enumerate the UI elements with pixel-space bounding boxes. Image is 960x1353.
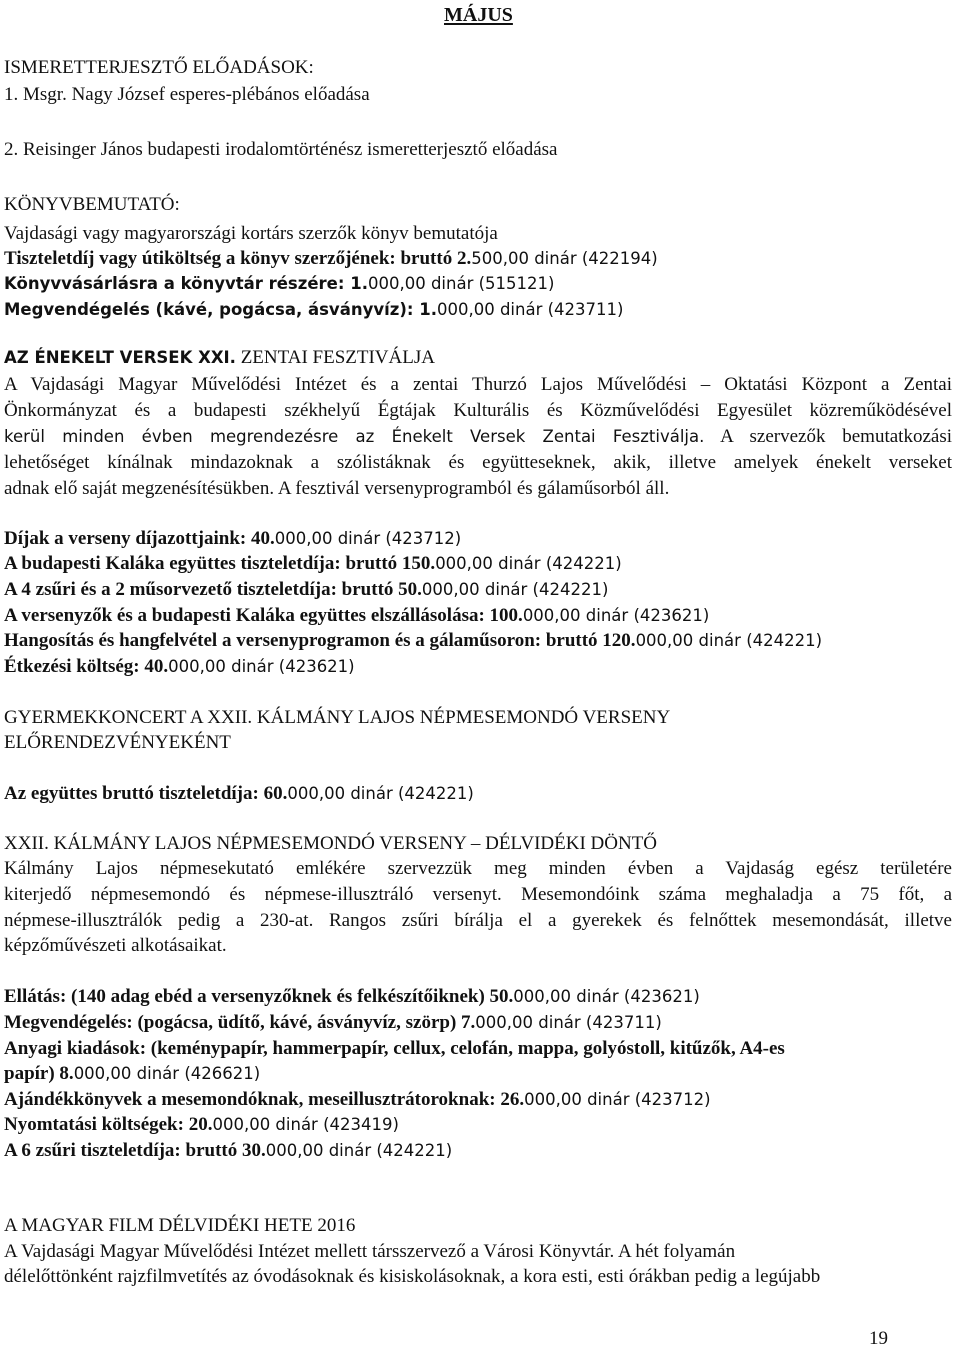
text-run: Nyomtatási költségek: 20. xyxy=(4,1114,213,1135)
text-run: adnak elő saját megzenésítésükben. A fesztivál versenyprogramból és gálaműsorból áll. xyxy=(4,478,670,499)
text-line xyxy=(4,578,608,602)
text-run: Könyvvásárlásra a könyvtár részére: 1. xyxy=(4,274,368,293)
text-line xyxy=(4,985,700,1009)
text-run: AZ ÉNEKELT VERSEK XXI. xyxy=(4,348,236,367)
text-line xyxy=(4,1214,355,1238)
text-line xyxy=(4,222,498,246)
text-run: Tiszteletdíj vagy útiköltség a könyv szerzőjének: bruttó 2. xyxy=(4,248,472,269)
text-run: 000,00 dinár (424221) xyxy=(287,784,474,803)
page-number: 19 xyxy=(869,1328,888,1349)
text-run: képzőművészeti alkotásaikat. xyxy=(4,935,227,956)
text-line xyxy=(4,934,227,958)
text-run: Az együttes bruttó tiszteletdíja: 60. xyxy=(4,783,288,804)
text-line xyxy=(4,83,370,107)
text-run: Önkormányzat és a budapesti székhelyű Égtájak Kulturális és Közművelődési Egyesület közreműködésével xyxy=(4,400,952,421)
text-run: Kálmány Lajos népmesekutató emlékére szervezzük meg minden évben a Vajdaság egész területére xyxy=(4,858,952,879)
text-run: A Vajdasági Magyar Művelődési Intézet mellett társszervező a Városi Könyvtár. A hét folyamán xyxy=(4,1241,736,1262)
text-run: népmese-illusztrálók pedig a 230-at. Rangos zsűri bírálja el a gyerekek és felnőttek mesemondását, illetve xyxy=(4,910,952,931)
text-line xyxy=(4,399,952,423)
text-line xyxy=(4,247,658,271)
text-line xyxy=(4,1240,735,1264)
month-heading: MÁJUS xyxy=(444,4,513,26)
text-line xyxy=(4,193,180,217)
text-run: GYERMEKKONCERT A XXII. KÁLMÁNY LAJOS NÉPMESEMONDÓ VERSENY xyxy=(4,707,671,728)
text-run: Hangosítás és hangfelvétel a versenyprogramon és a gálaműsoron: bruttó 120. xyxy=(4,630,636,651)
text-run: A 4 zsűri és a 2 műsorvezető tiszteletdíja: bruttó 50. xyxy=(4,579,422,600)
text-run: A Vajdasági Magyar Művelődési Intézet és a zentai Thurzó Lajos Művelődési – Oktatási Központ a Zentai xyxy=(4,374,952,395)
text-line xyxy=(4,138,557,162)
text-line xyxy=(4,1062,260,1086)
text-line xyxy=(4,56,314,80)
text-line xyxy=(4,629,822,653)
text-run: A budapesti Kaláka együttes tiszteletdíja: bruttó 150. xyxy=(4,553,436,574)
text-run: papír) 8. xyxy=(4,1063,74,1084)
text-line xyxy=(4,1139,452,1163)
text-line xyxy=(4,1265,820,1289)
text-run: 000,00 dinár (423621) xyxy=(522,606,710,625)
text-line xyxy=(4,1037,785,1061)
text-line xyxy=(4,655,355,679)
text-run: Anyagi kiadások: (keménypapír, hammerpapír, cellux, celofán, mappa, golyóstoll, kitűzők, A4-es xyxy=(4,1038,785,1059)
text-line xyxy=(4,1011,662,1035)
text-run: A 6 zsűri tiszteletdíja: bruttó 30. xyxy=(4,1140,266,1161)
text-run: 000,00 dinár (423621) xyxy=(513,987,700,1006)
text-line xyxy=(4,373,952,397)
text-line xyxy=(4,425,952,449)
text-run: 000,00 dinár (424221) xyxy=(265,1141,453,1160)
text-run: Ellátás: (140 adag ebéd a versenyzőknek és felkészítőiknek) 50. xyxy=(4,986,514,1007)
text-line xyxy=(4,706,670,730)
text-run: Étkezési költség: 40. xyxy=(4,656,169,677)
text-run: Vajdasági vagy magyarországi kortárs szerzők könyv bemutatója xyxy=(4,223,498,244)
text-run: kerül minden évben megrendezésre az Énekelt Versek Zentai Fesztiválja. xyxy=(4,427,705,446)
text-run: 1. Msgr. Nagy József esperes-plébános előadása xyxy=(4,84,370,105)
text-line xyxy=(4,857,952,881)
text-run: KÖNYVBEMUTATÓ: xyxy=(4,194,180,215)
text-run: XXII. KÁLMÁNY LAJOS NÉPMESEMONDÓ VERSENY – DÉLVIDÉKI DÖNTŐ xyxy=(4,833,658,854)
text-run: Megvendégelés (kávé, pogácsa, ásványvíz): 1. xyxy=(4,300,437,319)
text-run: ZENTAI FESZTIVÁLJA xyxy=(235,347,435,368)
text-run: 000,00 dinár (424221) xyxy=(635,631,823,650)
text-run: 2. Reisinger János budapesti irodalomtörténész ismeretterjesztő előadása xyxy=(4,139,558,160)
text-run: 500,00 dinár (422194) xyxy=(471,249,658,268)
text-line xyxy=(4,832,657,856)
text-run: kiterjedő népmesemondó és népmese-illusztráló versenyt. Mesemondóink száma meghaladja a 75 főt, a xyxy=(4,884,952,905)
text-run: 000,00 dinár (423419) xyxy=(212,1115,399,1134)
text-line xyxy=(4,909,952,933)
text-line xyxy=(4,451,952,475)
text-run: A MAGYAR FILM DÉLVIDÉKI HETE 2016 xyxy=(4,1215,356,1236)
text-line xyxy=(4,1113,399,1137)
text-run: 000,00 dinár (515121) xyxy=(367,274,555,293)
text-line xyxy=(4,477,669,501)
text-run: A versenyzők és a budapesti Kaláka együttes elszállásolása: 100. xyxy=(4,605,523,626)
text-line xyxy=(4,731,231,755)
text-line xyxy=(4,346,435,370)
text-run: Megvendégelés: (pogácsa, üdítő, kávé, ásványvíz, szörp) 7. xyxy=(4,1012,476,1033)
text-line xyxy=(4,883,952,907)
text-line xyxy=(4,604,709,628)
text-run: ELŐRENDEZVÉNYEKÉNT xyxy=(4,732,231,753)
text-run: ISMERETTERJESZTŐ ELŐADÁSOK: xyxy=(4,57,314,78)
text-run: 000,00 dinár (423621) xyxy=(168,657,355,676)
text-line xyxy=(4,552,622,576)
text-run: Díjak a verseny díjazottjaink: 40. xyxy=(4,528,275,549)
text-line xyxy=(4,782,474,806)
text-run: 000,00 dinár (426621) xyxy=(73,1064,261,1083)
text-run: délelőttönként rajzfilmvetítés az óvodásoknak és kisiskolásoknak, a kora esti, esti órákban pedig a legújabb xyxy=(4,1266,821,1287)
text-line xyxy=(4,1088,711,1112)
text-run: 000,00 dinár (424221) xyxy=(435,554,622,573)
text-run: 000,00 dinár (423712) xyxy=(524,1090,711,1109)
text-run: 000,00 dinár (423711) xyxy=(475,1013,662,1032)
text-line xyxy=(4,527,461,551)
text-run: 000,00 dinár (423711) xyxy=(436,300,624,319)
text-line xyxy=(4,272,554,296)
text-line xyxy=(4,298,623,322)
text-run: 000,00 dinár (423712) xyxy=(274,529,462,548)
text-run: 000,00 dinár (424221) xyxy=(421,580,609,599)
text-run: Ajándékkönyvek a mesemondóknak, meseillusztrátoroknak: 26. xyxy=(4,1089,525,1110)
text-run: A szervezők bemutatkozási xyxy=(704,426,952,447)
text-run: lehetőséget kínálnak mindazoknak a szólistáknak és együtteseknek, akik, illetve amelyek énekelt verseket xyxy=(4,452,952,473)
